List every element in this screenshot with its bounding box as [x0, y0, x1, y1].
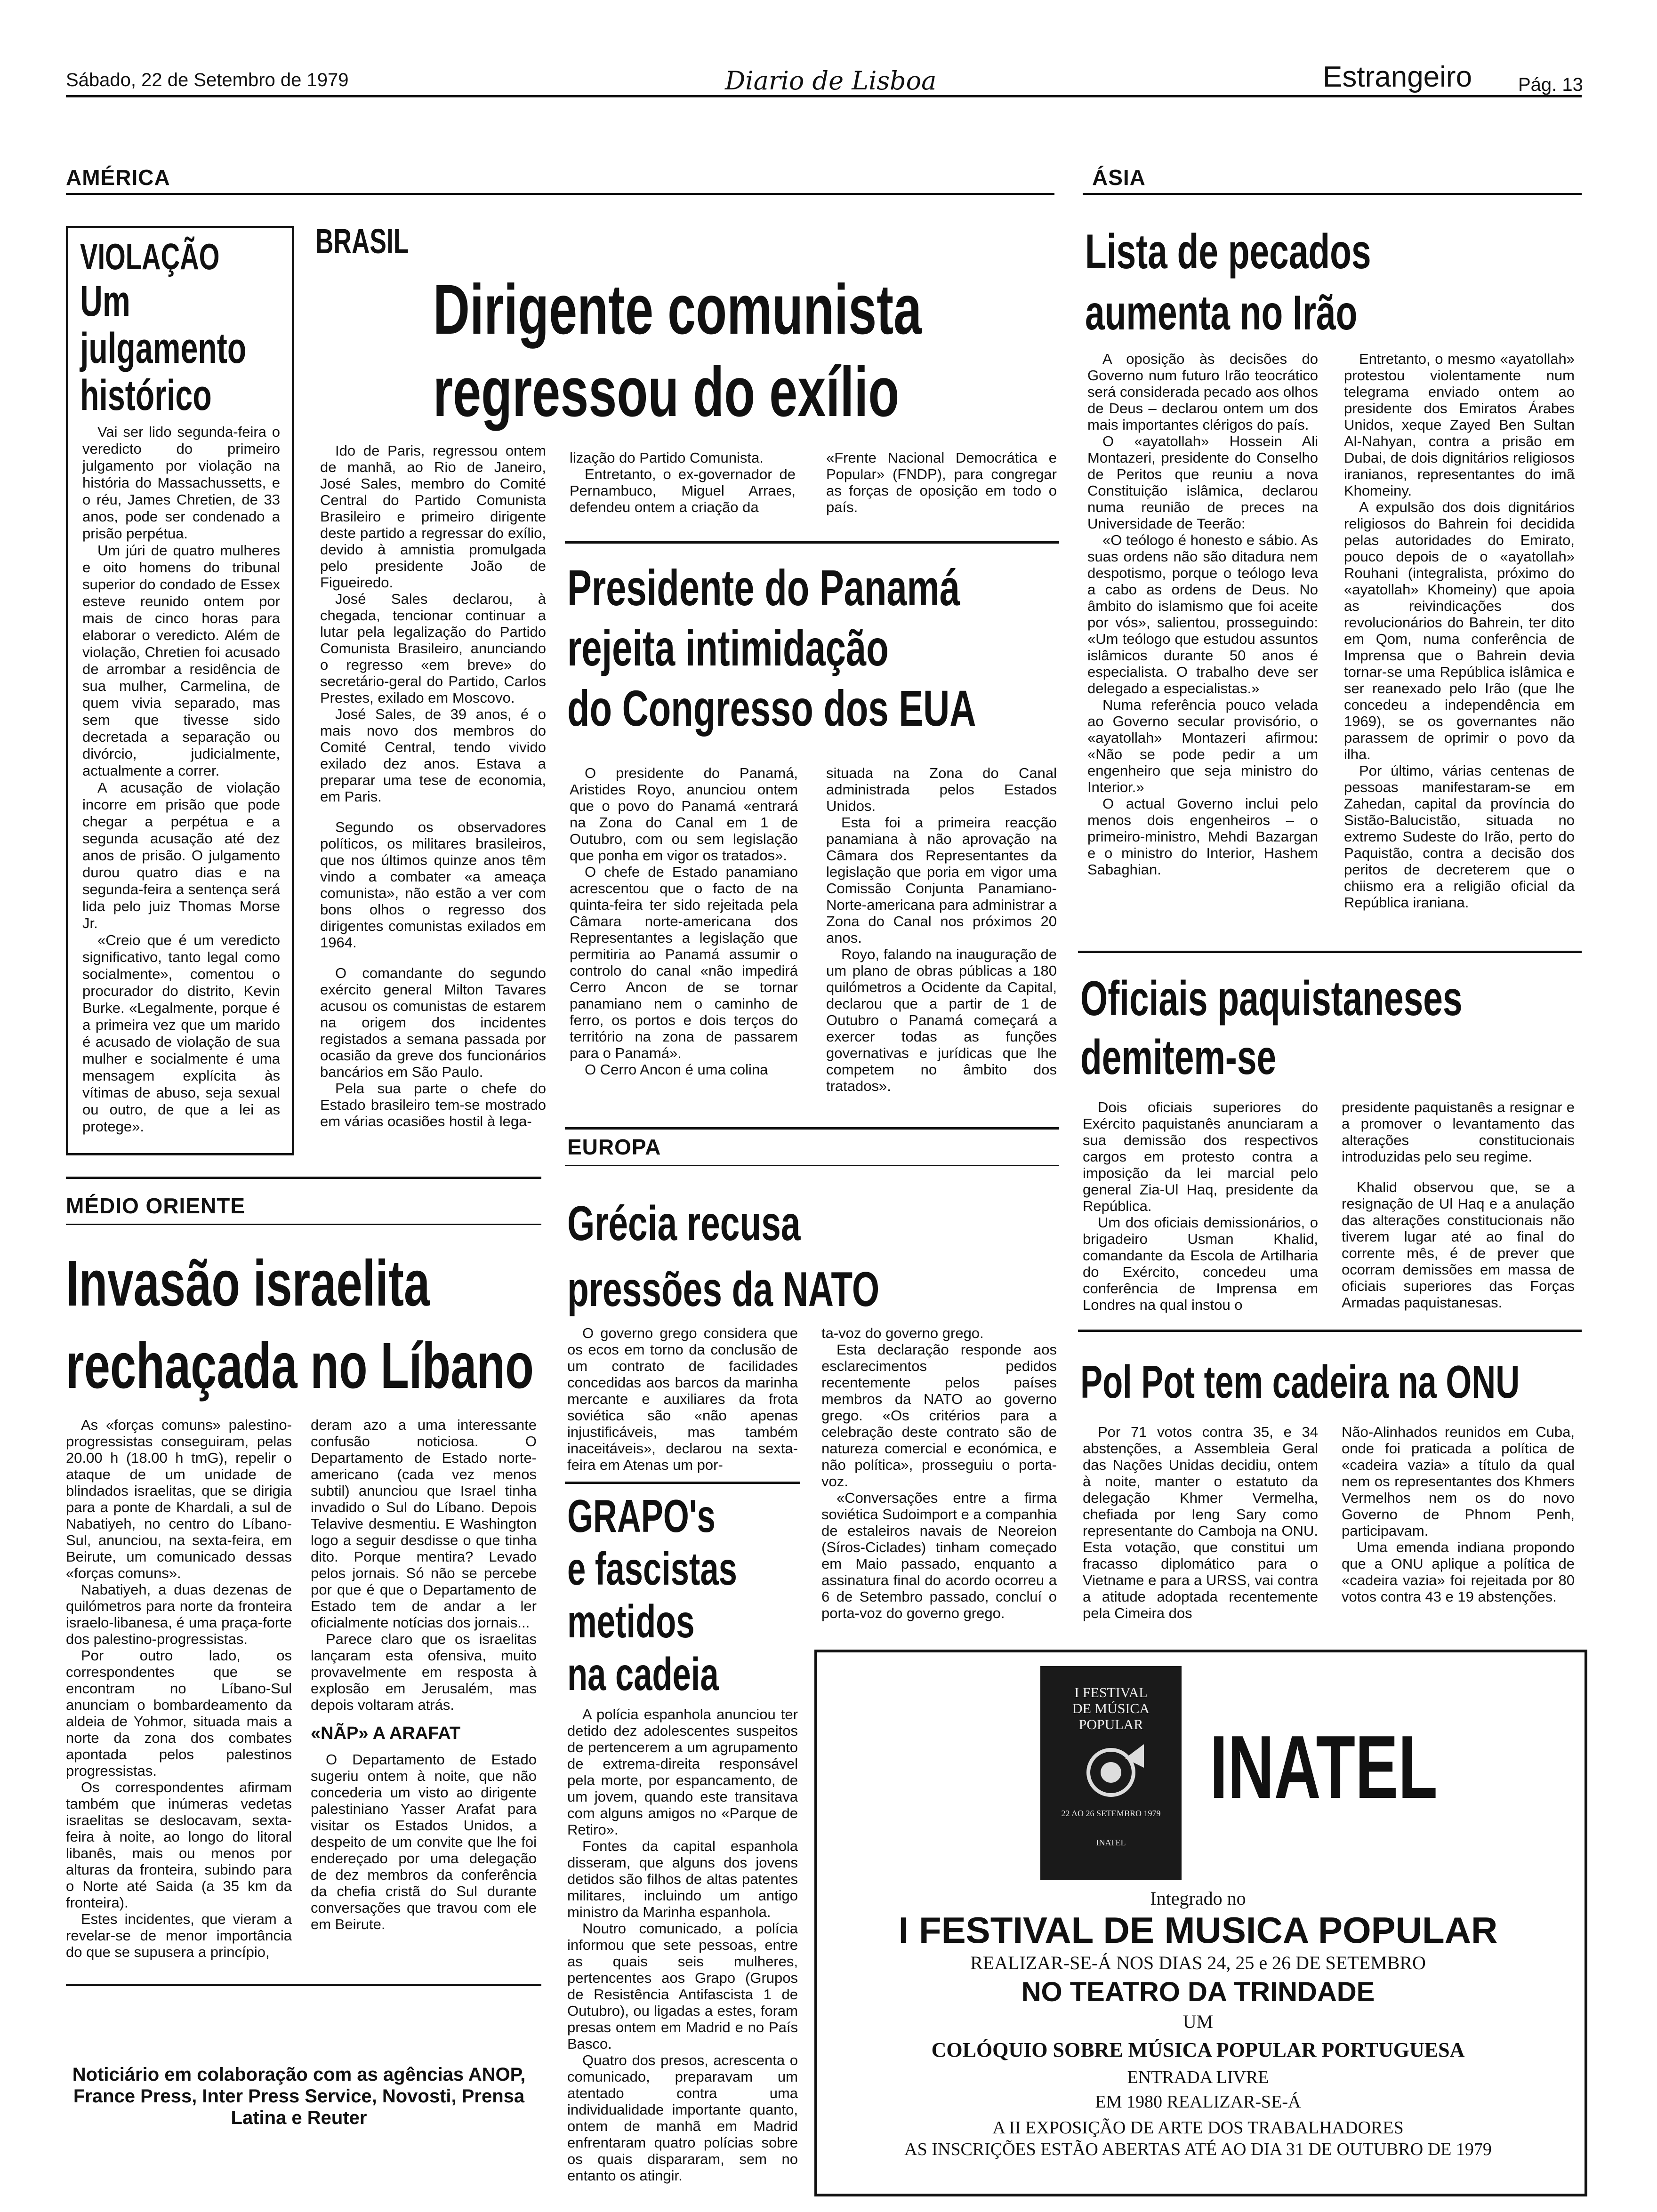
poster-line: INATEL [1096, 1838, 1126, 1847]
paragraph: José Sales, de 39 anos, é o mais novo dos membros do Comité Central, tendo vivido exilado dez anos. Estava a preparar uma tese de economia, em Paris. [320, 706, 546, 805]
ad-dias: REALIZAR-SE-Á NOS DIAS 24, 25 e 26 DE SETEMBRO [970, 1952, 1426, 1973]
panama-title-line: rejeita intimidação [567, 619, 889, 676]
paragraph: situada na Zona do Canal administrada pelos Estados Unidos. [826, 765, 1057, 814]
medio-oriente-top-rule [66, 1177, 541, 1179]
paquistao-rule [1078, 1330, 1582, 1332]
horn-icon [1073, 1739, 1149, 1805]
section-label-america: AMÉRICA [66, 165, 170, 190]
paragraph: Quatro dos presos, acrescenta o comunicado, preparavam um atentado contra uma individualidade importante quanto, ontem de manhã em Madrid enfrentaram quatro polícias sobre os quais dispararam, sem no entanto os atingir. [567, 2052, 798, 2184]
paragraph: Uma emenda indiana propondo que a ONU aplique a política de «cadeira vazia» foi rejeitada por 80 votos contra 43 e 19 abstenções. [1342, 1539, 1575, 1605]
header-date: Sábado, 22 de Setembro de 1979 [66, 70, 349, 90]
poster-line: POPULAR [1078, 1717, 1143, 1732]
irao-title-line: aumenta no Irão [1085, 286, 1358, 340]
section-label-europa: EUROPA [567, 1135, 661, 1159]
polpot-col1 [1083, 1424, 1318, 1621]
paragraph: Numa referência pouco velada ao Governo secular provisório, o «ayatollah» Montazeri afirmou: «Não se pode pedir a um engenheiro que seja ministro do Interior.» [1087, 697, 1318, 795]
violacao-title-line: Um [80, 277, 130, 325]
header-rule [66, 95, 1582, 97]
brasil-title-line: Dirigente comunista [433, 270, 922, 349]
paragraph: Por 71 votos contra 35, e 34 abstenções, a Assembleia Geral das Nações Unidas decidiu, ontem à noite, manter o estatuto da delegação Khmer Vermelha, chefiada por Ieng Sary como representante do Camboja na ONU. Esta votação, que constitui um fracasso diplomático para o Vietname e para a URSS, vai contra a atitude adoptada recentemente pela Cimeira dos [1083, 1424, 1318, 1621]
paragraph: Segundo os observadores políticos, os militares brasileiros, que nos últimos quinze anos têm vindo a combater «a ameaça comunista», não estão a ver com bons olhos o regresso dos dirigentes comunistas exilados em 1964. [320, 819, 546, 951]
ad-coloquio: COLÓQUIO SOBRE MÚSICA POPULAR PORTUGUESA [931, 2038, 1465, 2061]
grapo-title-line: metidos [567, 1595, 695, 1647]
paragraph: Entretanto, o ex-governador de Pernambuco, Miguel Arraes, defendeu ontem a criação da [570, 466, 796, 515]
paragraph: «Conversações entre a firma soviética Sudoimport e a companhia de estaleiros navais de Neoreion (Síros-Ciclades) tinham começado em Maio passado, enquanto a assinatura final do acordo ocorreu a 6 de Setembro passado, concluí o porta-voz do governo grego. [821, 1490, 1057, 1621]
paragraph: O governo grego considera que os ecos em torno da conclusão de um contrato de facilidades concedidas aos barcos da marinha mercante e auxiliares da frota soviética são «não apenas injustificáveis, mas também inaceitáveis», declarou na sexta-feira em Atenas um por- [567, 1325, 798, 1473]
brasil-col1 [320, 442, 546, 1130]
invasao-col1 [66, 1417, 292, 1960]
asia-rule [1083, 193, 1582, 195]
ad-teatro: NO TEATRO DA TRINDADE [1021, 1977, 1375, 2007]
paragraph: A polícia espanhola anunciou ter detido dez adolescentes suspeitos de pertencerem a um agrupamento de extrema-direita responsável pela morte, por espancamento, de um jovem, quando este transitava com alguns amigos no «Parque de Retiro». [567, 1706, 798, 1838]
paragraph: Por último, várias centenas de pessoas manifestaram-se em Zahedan, capital da província do Sistão-Balucistão, situada no extremo Sudeste do Irão, perto do Paquistão, contra a decisão dos peritos de decreterem que o chiismo era a religião oficial da República iraniana. [1344, 762, 1575, 911]
paragraph: Um júri de quatro mulheres e oito homens do tribunal superior do condado de Essex esteve reunido ontem por mais de cinco horas para elaborar o veredicto. Além de violação, Chretien foi acusado de arrombar a residência de sua mulher, Carmelina, de quem vivia separado, mas sem que tivesse sido decretada a separação ou divórcio, judicialmente, actualmente a correr. [82, 542, 280, 779]
grapo-rule [565, 1482, 800, 1484]
paragraph: Fontes da capital espanhola disseram, que alguns dos jovens detidos são filhos de altas patentes militares, incluindo um antigo ministro da Marinha espanhola. [567, 1838, 798, 1920]
panama-title-line: Presidente do Panamá [567, 559, 960, 616]
brasil-rule [565, 541, 1059, 544]
page-number: Pág. 13 [1518, 74, 1583, 95]
violacao-body [82, 424, 280, 1135]
agencies-note: Noticiário em colaboração com as agências ANOP, France Press, Inter Press Service, Novosti, Prensa Latina e Reuter [72, 2064, 526, 2128]
ad-festival: I FESTIVAL DE MUSICA POPULAR [898, 1909, 1498, 1951]
paragraph: Esta foi a primeira reacção panamiana à não aprovação na Câmara dos Representantes da legislação que poria em vigor uma Comissão Conjunta Panamiano-Norte-americana para administrar a Zona do Canal nos próximos 20 anos. [826, 814, 1057, 946]
violacao-headline [80, 278, 287, 419]
paragraph: Estes incidentes, que vieram a revelar-se de menor importância do que se supusera a princípio, [66, 1911, 292, 1960]
polpot-col2 [1342, 1424, 1575, 1605]
paragraph: A oposição às decisões do Governo num futuro Irão teocrático será considerada pecado aos olhos de Deus – declarou ontem um dos mais importantes clérigos do país. [1087, 351, 1318, 433]
panama-title-line: do Congresso dos EUA [567, 680, 976, 737]
polpot-title: Pol Pot tem cadeira na ONU [1080, 1356, 1520, 1408]
violacao-title-line: histórico [80, 371, 212, 419]
ad-inscricoes: AS INSCRIÇÕES ESTÃO ABERTAS ATÉ AO DIA 31 DE OUTUBRO DE 1979 [904, 2140, 1492, 2159]
panama-headline [567, 558, 1135, 738]
irao-rule [1078, 951, 1582, 953]
paquistao-headline [1080, 970, 1611, 1087]
invasao-headline [66, 1242, 716, 1407]
ad-integrado: Integrado no [1150, 1888, 1246, 1909]
paragraph: Nabatiyeh, a duas dezenas de quilómetros para norte da fronteira israelo-libanesa, é uma praça-forte dos palestino-progressistas. [66, 1581, 292, 1647]
paragraph: Por outro lado, os correspondentes que se encontram no Líbano-Sul anunciam o bombardeamento da aldeia de Yohmor, situada mais a norte da zona dos combates apontada pelos palestinos progressistas. [66, 1647, 292, 1779]
paragraph: O chefe de Estado panamiano acrescentou que o facto de na quinta-feira ter sido rejeitada pela Câmara norte-americana dos Representantes a legislação que permitiria ao Panamá assumir o controlo do canal «não impedirá Cerro Ancon de se tornar panamiano nem o caminho de ferro, os portos e dois terços do território na zona de passarem para o Panamá». [570, 864, 798, 1061]
paragraph: «Creio que é um veredicto significativo, tanto legal como socialmente», comentou o procurador do distrito, Kevin Burke. «Legalmente, porque é a primeira vez que um marido é acusado de violação de sua mulher e socialmente é uma mensagem explícita às vítimas de abuso, seja sexual ou outro, de que a lei as protege». [82, 932, 280, 1135]
section-label-medio-oriente: MÉDIO ORIENTE [66, 1194, 246, 1218]
grecia-title-line: Grécia recusa [567, 1196, 801, 1251]
medio-oriente-bottom-rule [66, 1984, 541, 1986]
paragraph: Dois oficiais superiores do Exército paquistanês anunciaram a sua demissão dos respectivos cargos em protesto contra a imposição da lei marcial pelo general Zia-Ul Haq, presidente da República. [1083, 1099, 1318, 1214]
paragraph: O presidente do Panamá, Aristides Royo, anunciou ontem que o povo do Panamá «entrará na Zona do Canal em 1 de Outubro, com ou sem legislação que ponha em vigor os tratados». [570, 765, 798, 864]
paragraph: Khalid observou que, se a resignação de Ul Haq e a anulação das alterações constitucionais não tiverem lugar até ao final do corrente mês, é de prever que ocorram demissões em massa de oficiais superiores das Forças Armadas paquistanesas. [1342, 1179, 1575, 1311]
ad-exposicao: A II EXPOSIÇÃO DE ARTE DOS TRABALHADORES [992, 2118, 1404, 2138]
invasao-title-line: Invasão israelita [66, 1247, 430, 1320]
paragraph: Esta declaração responde aos esclarecimentos pedidos recentemente pelos países membros da NATO ao governo grego. «Os critérios para a celebração deste contrato são de natureza comercial e económica, e não política», prosseguiu o porta-voz. [821, 1341, 1057, 1490]
paragraph: Vai ser lido segunda-feira o veredicto do primeiro julgamento por violação na história do Massachussetts, e o réu, James Chretien, de 33 anos, pode ser condenado a prisão perpétua. [82, 424, 280, 542]
paragraph: Parece claro que os israelitas lançaram esta ofensiva, muito provavelmente em resposta à explosão em Jerusalém, mas depois voltaram atrás. [311, 1631, 537, 1713]
invasao-col2 [311, 1417, 537, 1932]
grecia-title-line: pressões da NATO [567, 1262, 880, 1317]
paragraph: Não-Alinhados reunidos em Cuba, onde foi praticada a política de «cadeira vazia» a título da qual nem os representantes dos Khmers Vermelhos nem os do novo Governo de Phnom Penh, participavam. [1342, 1424, 1575, 1539]
irao-title-line: Lista de pecados [1085, 224, 1371, 279]
brasil-col3 [826, 449, 1057, 515]
paragraph: «O teólogo é honesto e sábio. As suas ordens não são ditadura nem despotismo, porque o teólogo leva a cabo as ordens de Deus. No âmbito do islamismo que foi aceite por vós», salientou, prosseguindo: «Um teólogo que estudou assuntos islâmicos durante 50 anos é especialista. O trabalho deve ser delegado a especialistas.» [1087, 532, 1318, 697]
ad-em1980: EM 1980 REALIZAR-SE-Á [1095, 2092, 1301, 2112]
paragraph: deram azo a uma interessante confusão noticiosa. O Departamento de Estado norte-americano (cada vez menos subtil) anunciou que Israel tinha invadido o Sul do Líbano. Depois Telavive desmentiu. E Washington logo a seguir desdisse o que tinha dito. Porque mentira? Levado pelos jornais. Só não se percebe por que é que o Departamento de Estado tem de andar a ler oficialmente notícias dos jornais... [311, 1417, 537, 1631]
ad-text [814, 1887, 1582, 2160]
section-label-asia: ÁSIA [1092, 165, 1146, 190]
paragraph: A acusação de violação incorre em prisão que pode chegar a perpétua e a segunda acusação até dez anos de prisão. O julgamento durou quatro dias e na segunda-feira a sentença será lida pelo juiz Thomas Morse Jr. [82, 779, 280, 931]
ad-um: UM [1182, 2011, 1214, 2032]
paquistao-col2 [1342, 1099, 1575, 1311]
paragraph: Ido de Paris, regressou ontem de manhã, ao Rio de Janeiro, José Sales, membro do Comité Central do Partido Comunista Brasileiro e primeiro dirigente deste partido a regressar do exílio, devido à amnistia promulgada pelo presidente João de Figueiredo. [320, 442, 546, 591]
poster-line: 22 AO 26 SETEMBRO 1979 [1061, 1809, 1161, 1818]
section-name: Estrangeiro [1323, 61, 1472, 93]
irao-headline [1085, 221, 1482, 344]
irao-col2 [1344, 351, 1575, 911]
paragraph: As «forças comuns» palestino-progressistas conseguiram, pelas 20.00 h (18.00 h tmG), repelir o ataque de um unidade de blindados israelitas, que se dirigia para a ponte de Khardali, a sul de Nabatiyeh, no centro do Líbano-Sul, anunciou, na sexta-feira, em Beirute, um comunicado dessas «forças comuns». [66, 1417, 292, 1581]
paragraph: A expulsão dos dois dignitários religiosos do Bahrein foi decidida pelas autoridades do Emirato, pouco depois de o «ayatollah» Rouhani (integralista, próximo do «ayatollah» Khomeiny) que apoia as reivindicações dos revolucionários do Bahrein, ter dito em Qom, numa conferência de Imprensa que o Bahrein devia tornar-se uma República islâmica e ser reanexado pelo Irão (que lhe concedeu a independência em 1969), se os governantes não parassem de oprimir o povo da ilha. [1344, 499, 1575, 762]
europa-top-rule [565, 1127, 1059, 1130]
ad-entrada: ENTRADA LIVRE [1127, 2068, 1269, 2087]
paragraph: Os correspondentes afirmam também que inúmeras vedetas israelitas se deslocavam, sexta-feira à noite, ao longo do litoral libanês, mais ou menos por alturas da fronteira, subindo para o Norte até Saida (a 35 km da fronteira). [66, 1779, 292, 1911]
subhead-arafat: «NÃP» A ARAFAT [311, 1723, 461, 1743]
paquistao-title-line: demitem-se [1080, 1030, 1277, 1085]
grecia-col2 [821, 1325, 1057, 1621]
paragraph: Noutro comunicado, a polícia informou que sete pessoas, entre as quais seis mulheres, pertencentes aos Grapo (Grupos de Resistência Antifascista 1 de Outubro), ou ligadas a estes, foram presas ontem em Madrid e no País Basco. [567, 1920, 798, 2052]
violacao-title-line: julgamento [80, 324, 247, 372]
violacao-kicker: VIOLAÇÃO [80, 236, 220, 277]
brasil-title-line: regressou do exílio [433, 352, 900, 431]
grapo-title-line: e fascistas [567, 1543, 737, 1595]
grapo-title-line: na cadeia [567, 1648, 719, 1700]
paragraph: «Frente Nacional Democrática e Popular» (FNDP), para congregar as forças de oposição em todo o país. [826, 449, 1057, 515]
europa-rule [565, 1165, 1059, 1166]
paragraph: O comandante do segundo exército general Milton Tavares acusou os comunistas de estarem na origem dos incidentes registados a semana passada por ocasião da greve dos funcionários bancários em São Paulo. [320, 965, 546, 1080]
paragraph: O Departamento de Estado sugeriu ontem à noite, que não concederia um visto ao dirigente palestiniano Yasser Arafat para visitar os Estados Unidos, a despeito de um convite que lhe foi endereçado por uma delegação de dez membros da conferência da chefia cristã do Sul durante conversações que travou com ele em Beirute. [311, 1751, 537, 1932]
festival-poster [1040, 1666, 1182, 1880]
america-rule [66, 193, 1054, 195]
brasil-kicker: BRASIL [315, 222, 409, 261]
newspaper-name: Diario de Lisboa [725, 66, 937, 96]
paragraph: presidente paquistanês a resignar e a promover o levantamento das alterações constitucionais introduzidas pelo seu regime. [1342, 1099, 1575, 1165]
grapo-title-line: GRAPO's [567, 1490, 716, 1542]
paragraph: Royo, falando na inauguração de um plano de obras públicas a 180 quilómetros a Ocidente da Capital, declarou que a partir de 1 de Outubro o Panamá começará a exercer todas as funções governativas e jurídicas que lhe competem no âmbito dos tratados». [826, 946, 1057, 1094]
medio-oriente-rule [66, 1224, 541, 1225]
paragraph: José Sales declarou, à chegada, tencionar continuar a lutar pela legalização do Partido Comunista Brasileiro, anunciando o regresso «em breve» do secretário-geral do Partido, Carlos Prestes, exilado em Moscovo. [320, 591, 546, 706]
paragraph: lização do Partido Comunista. [570, 449, 764, 466]
paragraph: O Cerro Ancon é uma colina [585, 1061, 768, 1078]
brasil-headline [433, 268, 1112, 433]
ad-brand: INATEL [1210, 1717, 1438, 1817]
paragraph: Entretanto, o mesmo «ayatollah» protestou violentamente num telegrama enviado ontem ao presidente dos Emiratos Árabes Unidos, xeque Zayed Ben Sultan Al-Nahyan, contra a prisão em Dubai, de dois dignitários religiosos iranianos, representantes do imã Khomeiny. [1344, 351, 1575, 499]
paragraph: Pela sua parte o chefe do Estado brasileiro tem-se mostrado em várias ocasiões hostil à lega- [320, 1080, 546, 1130]
irao-col1 [1087, 351, 1318, 878]
paquistao-title-line: Oficiais paquistaneses [1080, 971, 1463, 1026]
paragraph: Um dos oficiais demissionários, o brigadeiro Usman Khalid, comandante da Escola de Artilharia do Exército, concedeu uma conferência de Imprensa em Londres na qual instou o [1083, 1214, 1318, 1313]
grapo-headline [567, 1490, 803, 1700]
brasil-col2 [570, 449, 796, 515]
paquistao-col1 [1083, 1099, 1318, 1313]
poster-line: DE MÚSICA [1072, 1701, 1150, 1716]
grapo-col1 [567, 1706, 798, 2184]
panama-col1 [570, 765, 798, 1078]
paragraph: O «ayatollah» Hossein Ali Montazeri, presidente do Conselho de Peritos que reuniu a nova Constituição islâmica, declarou numa reunião de preces na Universidade de Teerão: [1087, 433, 1318, 532]
invasao-title-line: rechaçada no Líbano [66, 1330, 534, 1402]
poster-line: I FESTIVAL [1074, 1685, 1148, 1700]
panama-col2 [826, 765, 1057, 1094]
paragraph: O actual Governo inclui pelo menos dois engenheiros – o primeiro-ministro, Mehdi Bazargan e o ministro do Interior, Hashem Sabaghian. [1087, 795, 1318, 878]
paragraph: ta-voz do governo grego. [821, 1325, 984, 1341]
